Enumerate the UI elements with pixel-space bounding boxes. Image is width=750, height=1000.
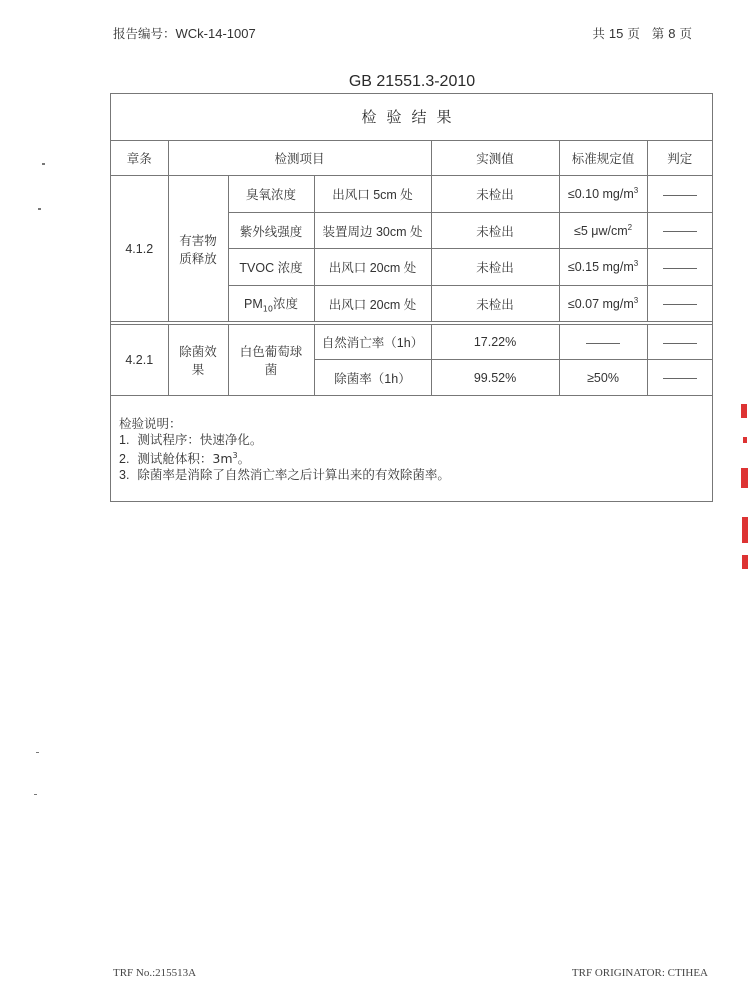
note-item: 1. 测试程序：快速净化。	[119, 432, 263, 447]
standard-cell: ≤0.15 $mg/m^3$	[559, 249, 647, 286]
standard-cell: ≥50%	[559, 360, 647, 396]
location-cell: 装置周边 30cm 处	[314, 213, 431, 249]
note-item: 3. 除菌率是消除了自然消亡率之后计算出来的有效除菌率。	[119, 467, 450, 483]
scan-speck	[34, 794, 37, 795]
dash-mark	[663, 343, 697, 344]
verdict-cell	[647, 325, 712, 360]
item-cell: 紫外线强度	[228, 213, 314, 249]
verdict-cell	[647, 213, 712, 249]
stamp-edge-mark	[742, 555, 748, 569]
table-header-row	[111, 141, 712, 176]
item-cell: $PM_{10}$浓度	[228, 286, 314, 322]
location-cell: 出风口 5cm 处	[314, 176, 431, 213]
col-header-verdict: 判定	[647, 141, 712, 176]
standard-title: GB 21551.3-2010	[348, 73, 476, 90]
notes-title: 检验说明：	[119, 416, 182, 431]
dash-mark	[663, 268, 697, 269]
col-header-standard: 标准规定值	[559, 141, 647, 176]
location-cell: 除菌率（1h）	[314, 360, 431, 396]
dash-mark	[663, 195, 697, 196]
measured-cell: 99.52%	[431, 360, 559, 396]
standard-cell: ≤0.10 $mg/m^3$	[559, 176, 647, 213]
standard-cell	[559, 325, 647, 360]
table-row	[111, 176, 712, 213]
dash-mark	[663, 378, 697, 379]
section-title: 检验结果	[111, 94, 712, 141]
note-item: 2. 测试舱体积：$3m^3$。	[119, 451, 251, 467]
scan-speck	[36, 752, 39, 753]
footer-trf-number: TRF No.:215513A	[113, 967, 197, 979]
verdict-cell	[647, 176, 712, 213]
dash-mark	[586, 343, 620, 344]
standard-cell: ≤0.07 $mg/m^3$	[559, 286, 647, 322]
report-number: 报告编号：WCk-14-1007	[113, 26, 256, 41]
clause-cell: 4.2.1	[111, 325, 168, 396]
inspection-notes	[119, 416, 450, 483]
col-header-item: 检测项目	[168, 141, 431, 176]
table-row	[111, 325, 712, 360]
item-cell: TVOC 浓度	[228, 249, 314, 286]
measured-cell: 未检出	[431, 213, 559, 249]
stamp-edge-mark	[741, 404, 747, 418]
verdict-cell	[647, 360, 712, 396]
col-header-clause: 章条	[111, 141, 168, 176]
measured-cell: 未检出	[431, 286, 559, 322]
dash-mark	[663, 231, 697, 232]
location-cell: 自然消亡率（1h）	[314, 325, 431, 360]
standard-cell: ≤5 $\mu w/cm^2$	[559, 213, 647, 249]
page-indicator: 共 15 页 第 8 页	[592, 26, 692, 41]
organism-cell: 白色葡萄球 菌	[228, 325, 314, 396]
scan-speck	[42, 163, 45, 165]
results-table	[111, 141, 712, 396]
clause-cell: 4.1.2	[111, 176, 168, 322]
measured-cell: 17.22%	[431, 325, 559, 360]
measured-cell: 未检出	[431, 176, 559, 213]
measured-cell: 未检出	[431, 249, 559, 286]
verdict-cell	[647, 249, 712, 286]
stamp-edge-mark	[741, 468, 748, 488]
verdict-cell	[647, 286, 712, 322]
stamp-edge-mark	[743, 437, 747, 443]
item-cell: 臭氧浓度	[228, 176, 314, 213]
category-cell: 有害物 质释放	[168, 176, 228, 322]
category-cell: 除菌效 果	[168, 325, 228, 396]
location-cell: 出风口 20cm 处	[314, 249, 431, 286]
dash-mark	[663, 304, 697, 305]
stamp-edge-mark	[742, 517, 748, 543]
col-header-measured: 实测值	[431, 141, 559, 176]
footer-originator: TRF ORIGINATOR: CTIHEA	[571, 967, 708, 979]
scan-speck	[38, 208, 41, 210]
location-cell: 出风口 20cm 处	[314, 286, 431, 322]
